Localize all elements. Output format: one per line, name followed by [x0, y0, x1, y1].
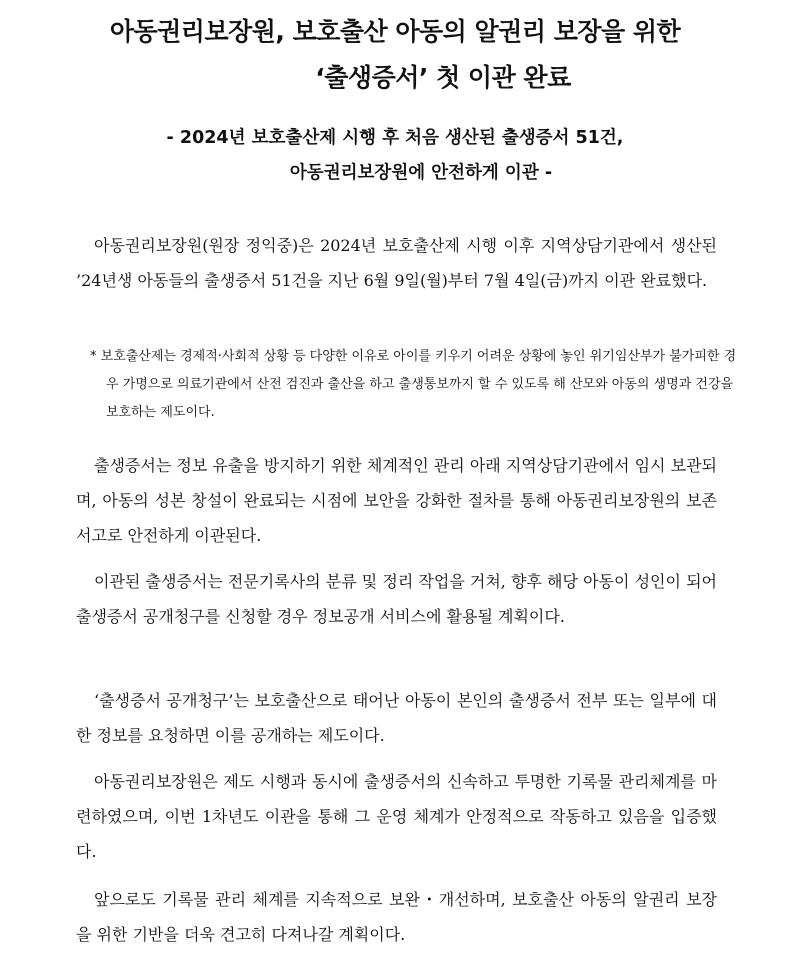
headline-line-1: 아동권리보장원, 보호출산 아동의 알권리 보장을 위한: [109, 17, 681, 46]
body-paragraph-1: 아동권리보장원(원장 정익중)은 2024년 보호출산제 시행 이후 지역상담기관에서 생산된 ’24년생 아동들의 출생증서 51건을 지난 6월 9일(월)부터 7월 4일(금)까지 이관 완료했다.: [76, 236, 717, 290]
body-paragraph-6: 앞으로도 기록물 관리 체계를 지속적으로 보완・개선하며, 보호출산 아동의 알권리 보장을 위한 기반을 더욱 견고히 다져나갈 계획이다.: [76, 890, 717, 944]
body-paragraph-4: ‘출생증서 공개청구’는 보호출산으로 태어난 아동이 본인의 출생증서 전부 또는 일부에 대한 정보를 요청하면 이를 공개하는 제도이다.: [76, 691, 717, 745]
headline-line-2: ‘출생증서’ 첫 이관 완료: [315, 63, 571, 92]
body-paragraph-3: 이관된 출생증서는 전문기록사의 분류 및 정리 작업을 거쳐, 향후 해당 아동이 성인이 되어 출생증서 공개청구를 신청할 경우 정보공개 서비스에 활용될 계획이다.: [76, 572, 717, 626]
body-paragraph-2: 출생증서는 정보 유출을 방지하기 위한 체계적인 관리 아래 지역상담기관에서 임시 보관되며, 아동의 성본 창설이 완료되는 시점에 보안을 강화한 절차를 통해 아동권리보장원의 보존서고로 안전하게 이관된다.: [76, 456, 717, 545]
body-paragraph-5: 아동권리보장원은 제도 시행과 동시에 출생증서의 신속하고 투명한 기록물 관리체계를 마련하였으며, 이번 1차년도 이관을 통해 그 운영 체계가 안정적으로 작동하고 있음을 입증했다.: [76, 772, 717, 861]
subheadline-line-2: 아동권리보장원에 안전하게 이관 -: [289, 163, 553, 183]
subheadline-line-1: - 2024년 보호출산제 시행 후 처음 생산된 출생증서 51건,: [166, 128, 624, 148]
footnote-protected-birth-system: * 보호출산제는 경제적·사회적 상황 등 다양한 이유로 아이를 키우기 어려운 상황에 놓인 위기임산부가 불가피한 경우 가명으로 의료기관에서 산전 검진과 출산을 하고 출생통보까지 할 수 있도록 해 산모와 아동의 생명과 건강을 보호하는 제도이다.: [90, 349, 737, 420]
